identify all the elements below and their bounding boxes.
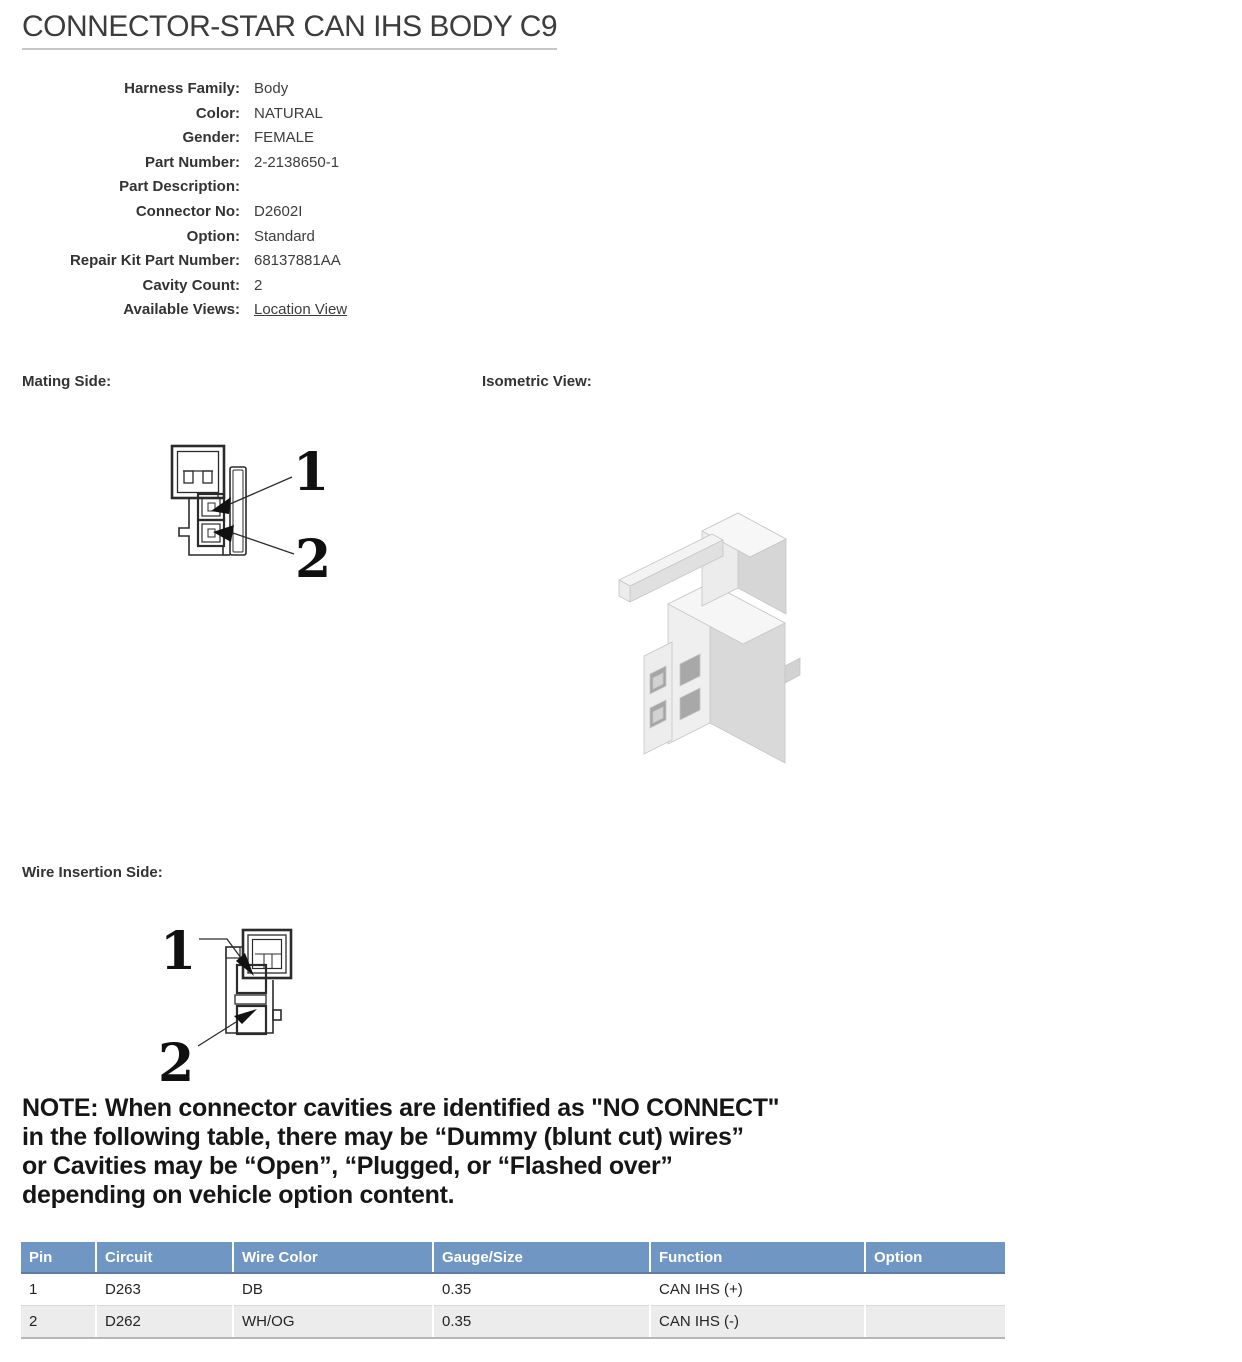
cell-pin: 2 [21,1306,96,1339]
col-header-wire-color: Wire Color [233,1242,433,1273]
mating-side-heading: Mating Side: [22,373,112,390]
detail-label-repair-kit: Repair Kit Part Number: [69,252,240,270]
detail-label-available-views: Available Views: [123,301,240,319]
col-header-function: Function [650,1242,865,1273]
table-row-pin-2 [21,1306,1005,1339]
pin-1-arrow [211,497,231,514]
pin-1-callout [211,442,329,514]
wire-insertion-outline [226,930,291,1034]
table-header-row [21,1242,1005,1273]
isometric-view-image [560,468,1020,788]
detail-label-color: Color: [195,104,240,122]
col-header-pin: Pin [21,1242,96,1273]
pin-2-label: 2 [158,1033,195,1093]
detail-value-option: Standard [254,227,315,245]
cell-function: CAN IHS (-) [650,1306,865,1339]
detail-label-option: Option: [186,227,240,245]
no-connect-note [22,1094,1037,1210]
cell-wire-color: WH/OG [233,1306,433,1339]
pin-2-callout [213,525,331,590]
detail-value-part-description [254,175,347,200]
mating-side-diagram [158,430,363,590]
page-title: CONNECTOR-STAR CAN IHS BODY C9 [22,10,557,50]
detail-label-part-description: Part Description: [119,178,240,196]
pinout-table [21,1242,1005,1339]
table-row-pin-1 [21,1273,1005,1306]
col-header-circuit: Circuit [96,1242,233,1273]
pin-1-label: 1 [160,921,197,982]
note-line: or Cavities may be “Open”, “Plugged, or “Flashed over” [22,1152,673,1180]
detail-value-cavity-count: 2 [254,276,263,294]
cell-function: CAN IHS (+) [650,1273,865,1306]
cell-gauge-size: 0.35 [433,1306,650,1339]
detail-label-harness-family: Harness Family: [124,80,240,97]
wire-insertion-side-diagram [138,903,368,1093]
col-header-gauge-size: Gauge/Size [433,1242,650,1273]
detail-label-gender: Gender: [182,129,240,147]
detail-value-part-number: 2-2138650-1 [254,153,340,171]
note-line: NOTE: When connector cavities are identified as "NO CONNECT" [22,1094,780,1122]
isometric-view-heading: Isometric View: [482,373,592,390]
cell-option [865,1306,1005,1339]
detail-label-part-number: Part Number: [144,153,240,171]
cell-circuit: D262 [96,1306,233,1339]
note-line: depending on vehicle option content. [22,1181,455,1209]
cell-wire-color: DB [233,1273,433,1306]
mating-connector-outline [172,446,246,555]
cell-gauge-size: 0.35 [433,1273,650,1306]
pin-2-label: 2 [295,529,332,590]
isometric-connector-body [619,513,800,763]
note-line: in the following table, there may be “Dummy (blunt cut) wires” [22,1123,744,1151]
detail-value-repair-kit: 68137881AA [254,252,341,270]
detail-value-color: NATURAL [254,104,323,122]
detail-label-connector-no: Connector No: [135,202,240,220]
connector-details [22,77,347,323]
detail-label-cavity-count: Cavity Count: [142,276,240,294]
detail-value-connector-no: D2602I [254,202,303,220]
pin-2-callout [158,1009,257,1093]
location-view-link[interactable]: Location View [254,301,348,319]
cell-option [865,1273,1005,1306]
detail-value-harness-family: Body [254,80,289,97]
pin-1-label: 1 [293,442,330,503]
wire-insertion-side-heading: Wire Insertion Side: [22,864,163,881]
detail-value-gender: FEMALE [254,129,315,147]
cell-pin: 1 [21,1273,96,1306]
cell-circuit: D263 [96,1273,233,1306]
col-header-option: Option [865,1242,1005,1273]
